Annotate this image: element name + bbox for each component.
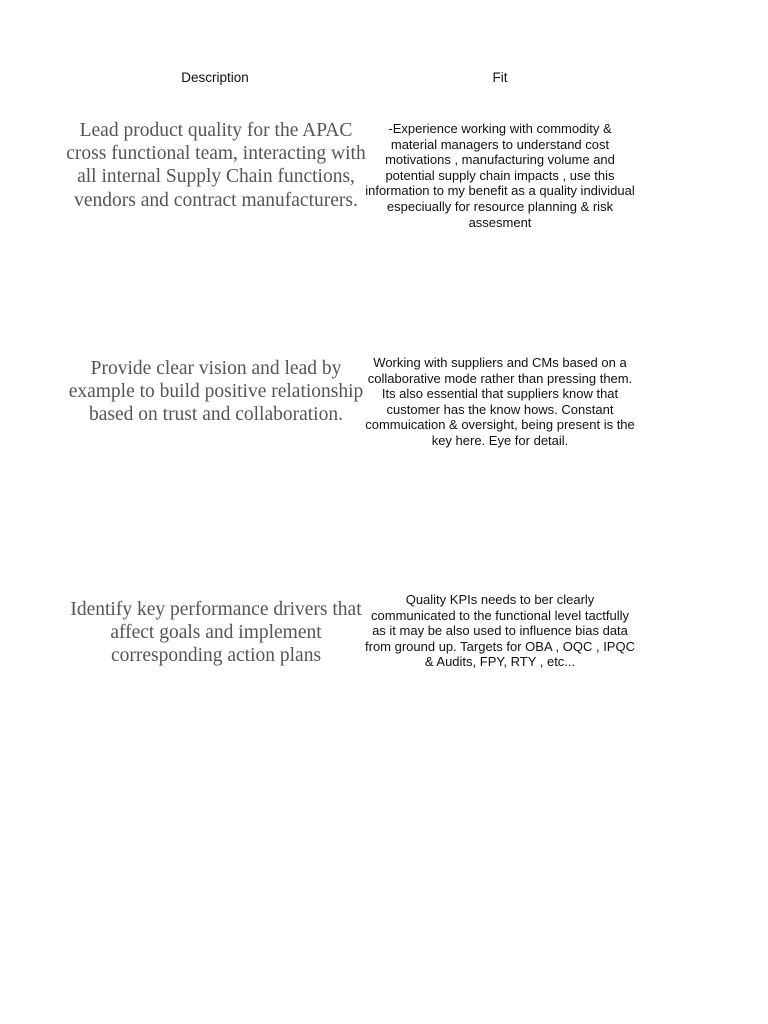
row-3-description: Identify key performance drivers that affect goals and implement corresponding action plans <box>70 599 362 667</box>
description-column-header: Description <box>181 70 249 85</box>
fit-column-header: Fit <box>492 70 508 85</box>
row-2-description: Provide clear vision and lead by example to build positive relationship based on trust and collaboration. <box>68 358 364 426</box>
row-3-fit: Quality KPIs needs to ber clearly communicated to the functional level tactfully as it may be also used to influence bias data from ground up. Targets for OBA , OQC , IPQC & Audits, FPY, RTY , etc... <box>365 592 635 670</box>
row-2-fit: Working with suppliers and CMs based on a collaborative mode rather than pressing them. Its also essential that suppliers know that customer has the know hows. Constant commuication & oversight, being present is the key here. Eye for detail. <box>365 355 635 448</box>
row-1-fit: -Experience working with commodity & material managers to understand cost motivations , manufacturing volume and potential supply chain impacts , use this information to my benefit as a quality individual especiually for resource planning & risk assesment <box>365 121 635 230</box>
row-1-description: Lead product quality for the APAC cross functional team, interacting with all internal Supply Chain functions, vendors and contract manufacturers. <box>66 120 366 211</box>
